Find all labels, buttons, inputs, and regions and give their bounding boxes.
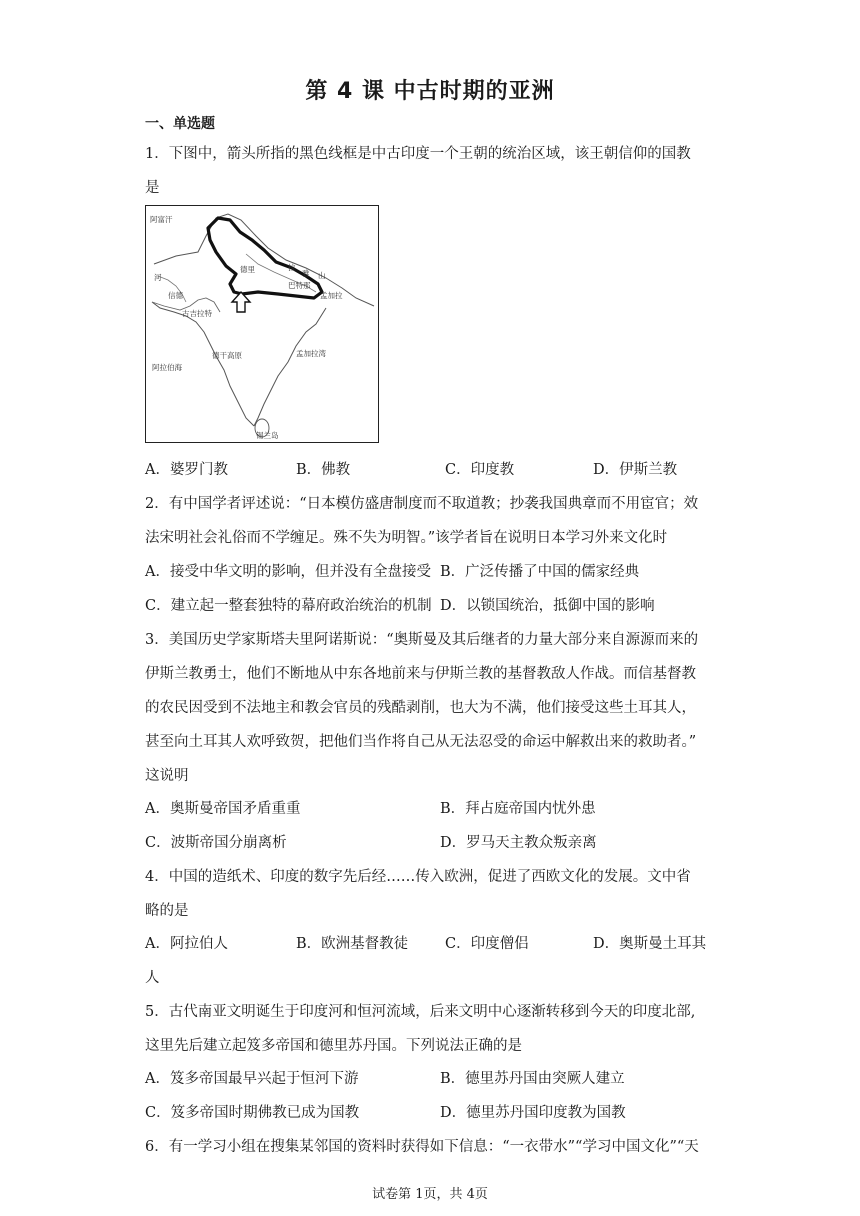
india-map-svg xyxy=(146,206,378,442)
question-2-line-1: 2．有中国学者评述说：“日本模仿盛唐制度而不取道教；抄袭我国典章而不用宦官；效 xyxy=(145,496,699,512)
map-label-river: 河 xyxy=(154,273,162,282)
question-3-line-3: 的农民因受到不法地主和教会官员的残酷剥削，也大为不满，他们接受这些土耳其人， xyxy=(145,700,696,716)
map-label-deccan: 德干高原 xyxy=(212,351,242,360)
question-5-option-c: C．笈多帝国时期佛教已成为国教 xyxy=(145,1105,360,1121)
map-label-ya: 雅 xyxy=(302,269,310,278)
question-3-line-2: 伊斯兰教勇士，他们不断地从中东各地前来与伊斯兰教的基督教敌人作战。而信基督教 xyxy=(145,666,696,682)
question-3-line-4: 甚至向土耳其人欢呼致贺，把他们当作将自己从无法忍受的命运中解救出来的救助者。” xyxy=(145,734,697,750)
question-5-line-1: 5．古代南亚文明诞生于印度河和恒河流域，后来文明中心逐渐转移到今天的印度北部, xyxy=(145,1004,696,1020)
question-4-line-2: 略的是 xyxy=(145,903,189,919)
question-4-option-c: C．印度僧侣 xyxy=(445,936,529,952)
question-3-option-a: A．奥斯曼帝国矛盾重重 xyxy=(145,801,301,817)
question-2-line-2: 法宋明社会礼俗而不学缠足。殊不失为明智。”该学者旨在说明日本学习外来文化时 xyxy=(145,530,668,546)
question-1-line-2: 是 xyxy=(145,180,160,196)
arrow-icon xyxy=(232,292,250,312)
question-6-line-1: 6．有一学习小组在搜集某邻国的资料时获得如下信息：“一衣带水”“学习中国文化”“天 xyxy=(145,1139,699,1155)
question-5-line-2: 这里先后建立起笈多帝国和德里苏丹国。下列说法正确的是 xyxy=(145,1038,522,1054)
map-label-la: 拉 xyxy=(288,263,296,272)
question-4-option-d: D．奥斯曼土耳其 xyxy=(593,936,707,952)
question-4-option-b: B．欧洲基督教徒 xyxy=(296,936,409,952)
question-3-option-c: C．波斯帝国分崩离析 xyxy=(145,835,287,851)
question-3-line-1: 3．美国历史学家斯塔夫里阿诺斯说：“奥斯曼及其后继者的力量大部分来自源源而来的 xyxy=(145,632,699,648)
map-label-gujarat: 古吉拉特 xyxy=(182,309,212,318)
map-label-arabian-sea: 阿拉伯海 xyxy=(152,363,182,372)
question-5-option-a: A．笈多帝国最早兴起于恒河下游 xyxy=(145,1071,359,1087)
question-3-line-5: 这说明 xyxy=(145,768,189,784)
coastline-outline xyxy=(152,214,374,426)
map-label-ceylon: 锡兰岛 xyxy=(256,431,279,440)
question-2-option-c: C．建立起一整套独特的幕府政治统治的机制 xyxy=(145,598,432,614)
map-label-bay-of-bengal: 孟加拉湾 xyxy=(296,349,326,358)
map-label-afghanistan: 阿富汗 xyxy=(150,215,173,224)
question-3-option-d: D．罗马天主教众叛亲离 xyxy=(440,835,597,851)
question-2-option-d: D．以锁国统治，抵御中国的影响 xyxy=(440,598,655,614)
question-2-option-a: A．接受中华文明的影响，但并没有全盘接受 xyxy=(145,564,431,580)
question-5-option-b: B．德里苏丹国由突厥人建立 xyxy=(440,1071,625,1087)
question-4-option-d-wrap: 人 xyxy=(145,970,160,986)
question-3-option-b: B．拜占庭帝国内忧外患 xyxy=(440,801,596,817)
question-4-line-1: 4．中国的造纸术、印度的数字先后经……传入欧洲，促进了西欧文化的发展。文中省 xyxy=(145,869,691,885)
question-2-option-b: B．广泛传播了中国的儒家经典 xyxy=(440,564,640,580)
question-1-option-c: C．印度教 xyxy=(445,462,515,478)
question-1-option-b: B．佛教 xyxy=(296,462,351,478)
page-title: 第 4 课 中古时期的亚洲 xyxy=(305,79,555,104)
question-1-option-a: A．婆罗门教 xyxy=(145,462,228,478)
map-label-shan: 山 xyxy=(318,271,326,280)
map-label-sindh: 信德 xyxy=(168,291,183,300)
section-heading: 一、单选题 xyxy=(145,116,215,132)
map-label-patna: 巴特那 xyxy=(288,281,311,290)
map-label-delhi: 德里 xyxy=(240,265,255,274)
page-footer: 试卷第 1页，共 4页 xyxy=(372,1187,488,1202)
question-1-option-d: D．伊斯兰教 xyxy=(593,462,678,478)
india-map-figure xyxy=(145,205,379,443)
map-label-bengal: 孟加拉 xyxy=(320,291,343,300)
question-4-option-a: A．阿拉伯人 xyxy=(145,936,228,952)
question-1-line-1: 1．下图中，箭头所指的黑色线框是中古印度一个王朝的统治区域，该王朝信仰的国教 xyxy=(145,146,691,162)
question-5-option-d: D．德里苏丹国印度教为国教 xyxy=(440,1105,626,1121)
